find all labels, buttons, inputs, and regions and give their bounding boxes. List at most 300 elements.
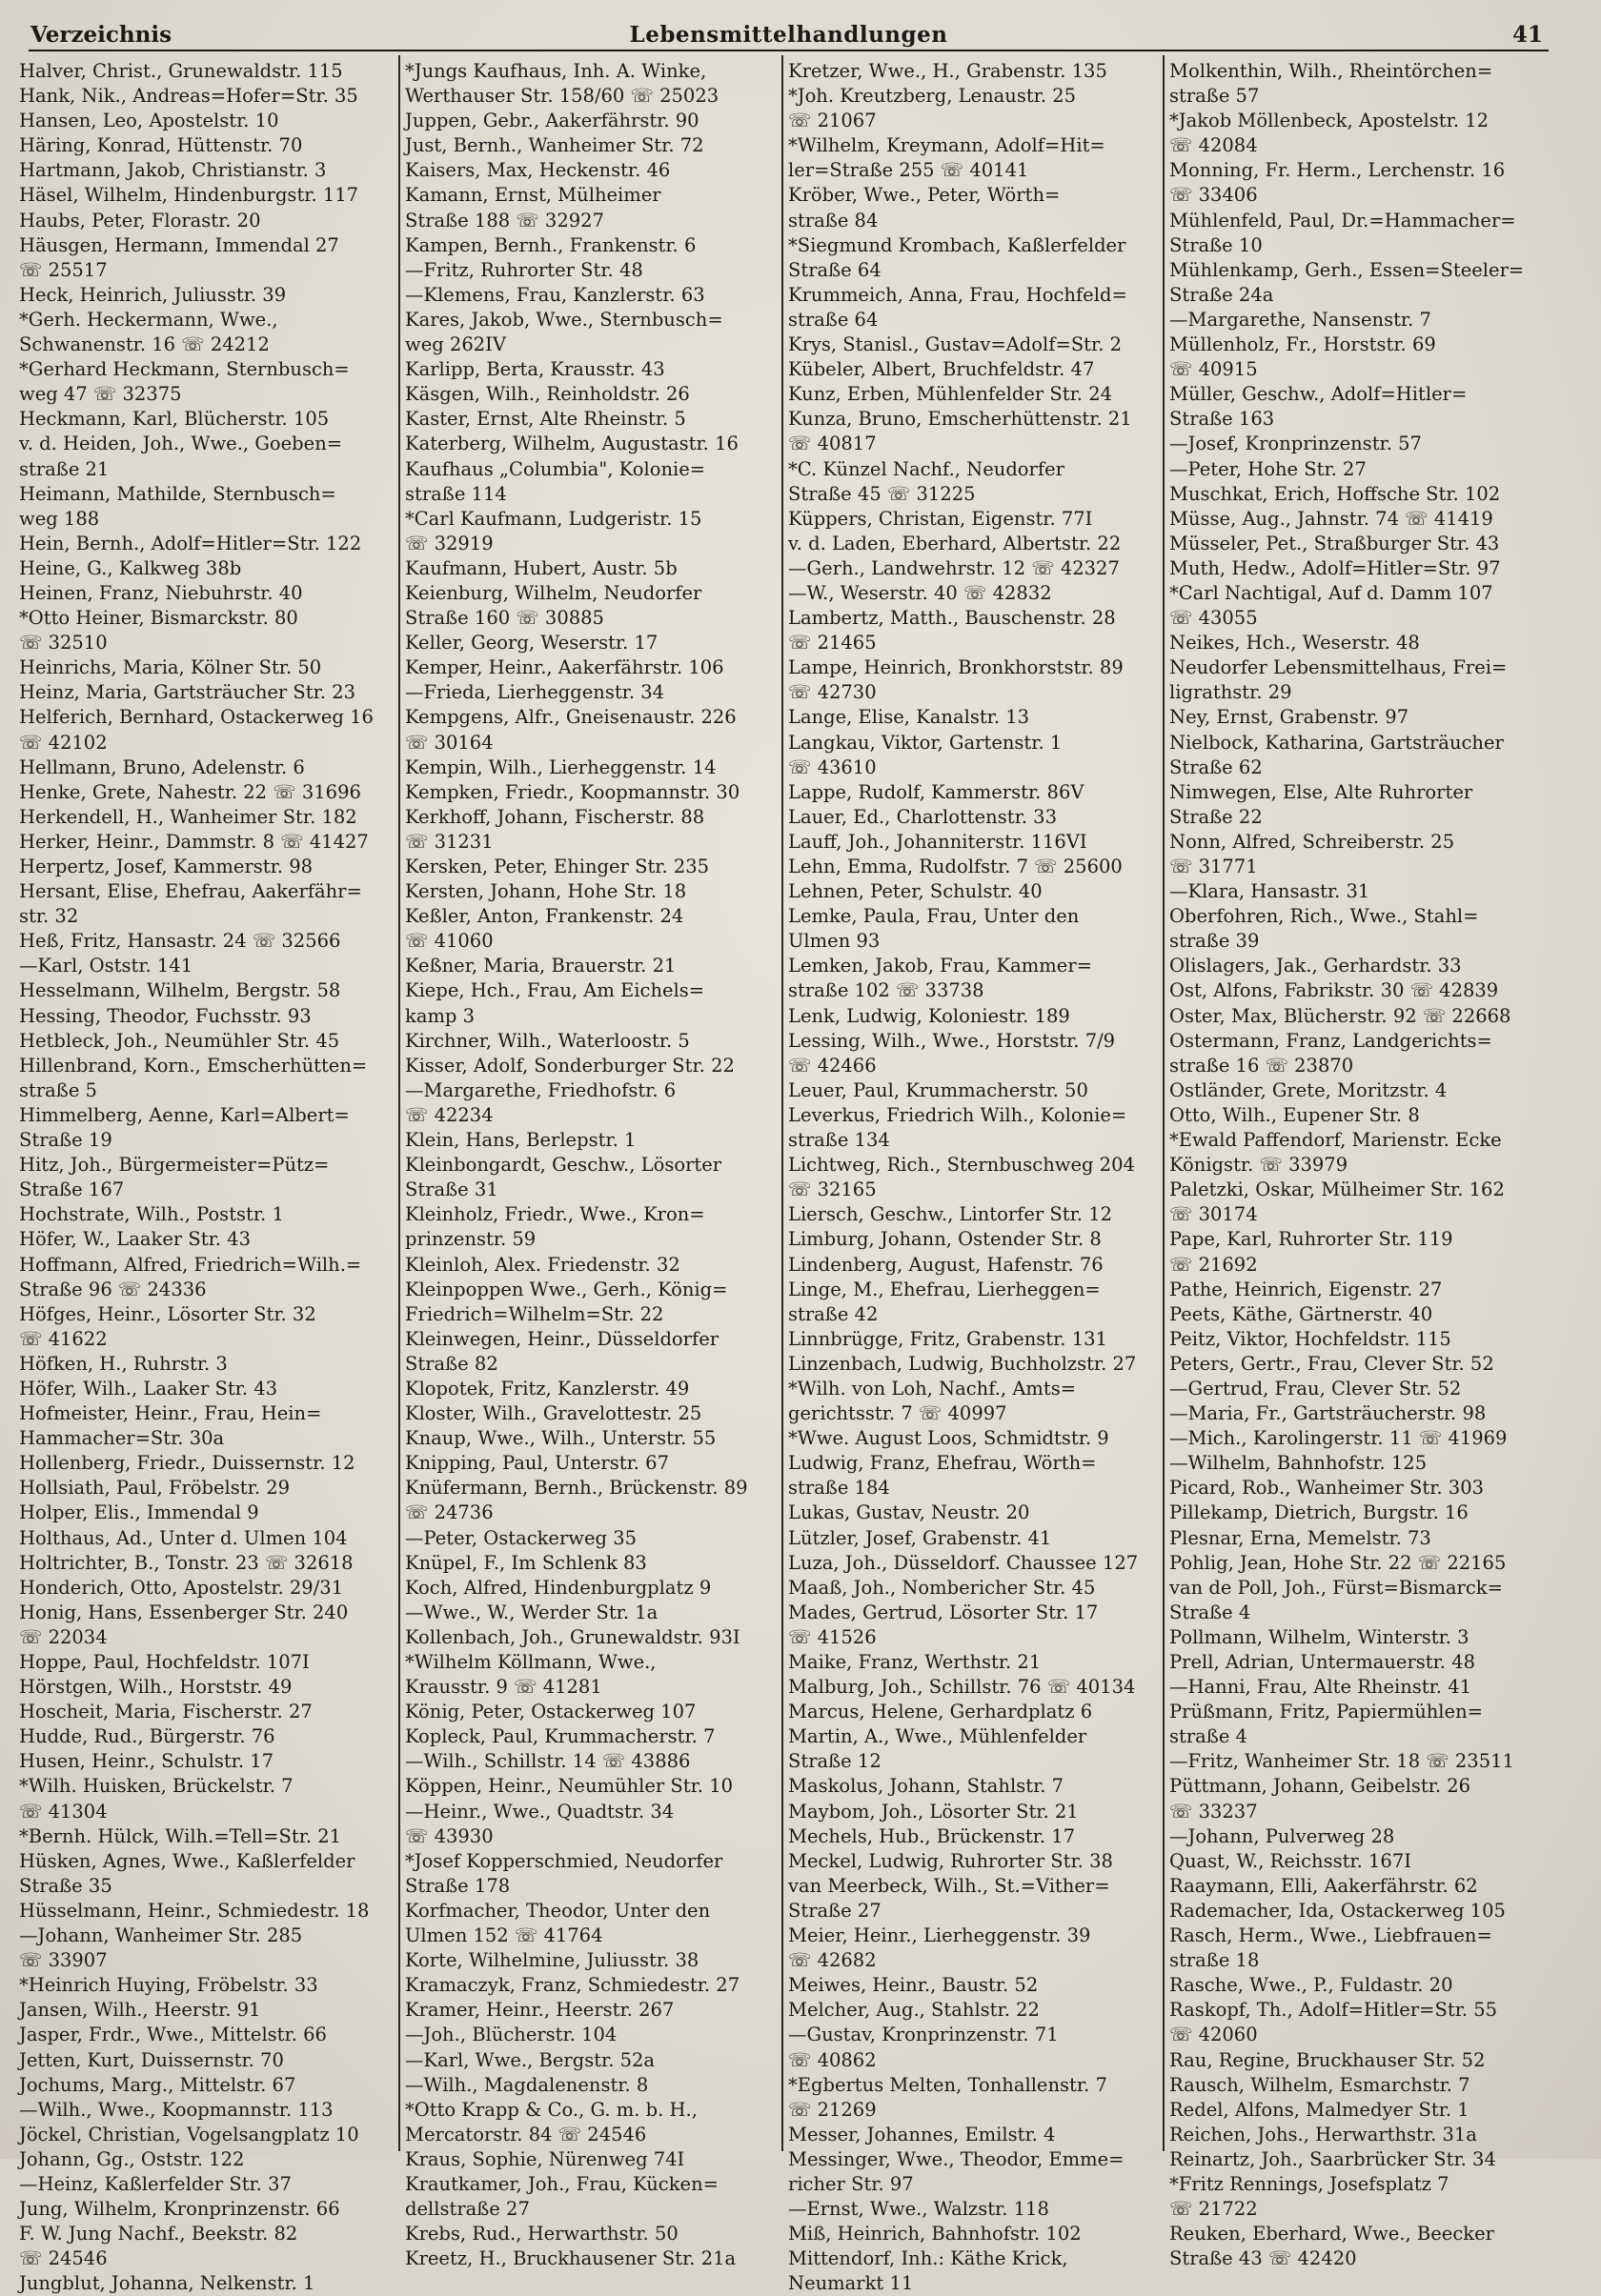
directory-entry-line: —W., Weserstr. 40 ☏ 42832 xyxy=(788,581,1052,604)
directory-entry-line: Johann, Gg., Oststr. 122 xyxy=(19,2147,245,2170)
directory-entry-line: *Egbertus Melten, Tonhallenstr. 7 xyxy=(788,2073,1107,2096)
directory-entry-line: —Mich., Karolingerstr. 11 ☏ 41969 xyxy=(1169,1427,1508,1450)
directory-entry-line: Korte, Wilhelmine, Juliusstr. 38 xyxy=(405,1949,699,1972)
directory-entry-line: Königstr. ☏ 33979 xyxy=(1169,1154,1348,1177)
directory-entry-line: ☏ 32510 xyxy=(19,632,108,655)
directory-entry-line: Peets, Käthe, Gärtnerstr. 40 xyxy=(1169,1302,1433,1325)
directory-entry-line: Himmelberg, Aenne, Karl=Albert= xyxy=(19,1103,350,1126)
directory-entry-line: —Gertrud, Frau, Clever Str. 52 xyxy=(1169,1377,1462,1400)
directory-entry-line: Herker, Heinr., Dammstr. 8 ☏ 41427 xyxy=(19,830,369,853)
directory-entry-line: ☏ 30174 xyxy=(1169,1203,1258,1226)
directory-entry-line: Straße 22 xyxy=(1169,805,1263,828)
directory-entry-line: ☏ 31771 xyxy=(1169,856,1258,877)
directory-entry-line: —Wilh., Schillstr. 14 ☏ 43886 xyxy=(405,1750,691,1773)
directory-entry-line: Heinrichs, Maria, Kölner Str. 50 xyxy=(19,656,322,679)
directory-entry-line: Helferich, Bernhard, Ostackerweg 16 xyxy=(19,706,374,729)
directory-entry-line: Martin, A., Wwe., Mühlenfelder xyxy=(788,1725,1087,1748)
directory-entry-line: Lemke, Paula, Frau, Unter den xyxy=(788,905,1080,928)
directory-entry-line: Lessing, Wilh., Wwe., Horststr. 7/9 xyxy=(788,1029,1116,1052)
directory-entry-line: Kleinloh, Alex. Friedenstr. 32 xyxy=(405,1253,680,1276)
directory-entry-line: ☏ 41304 xyxy=(19,1800,108,1823)
directory-entry-line: Karlipp, Berta, Krausstr. 43 xyxy=(405,358,665,381)
directory-entry-line: Meiwes, Heinr., Baustr. 52 xyxy=(788,1974,1039,1997)
directory-entry-line: Keienburg, Wilhelm, Neudorfer xyxy=(405,581,702,604)
directory-entry-line: Heimann, Mathilde, Sternbusch= xyxy=(19,482,336,505)
directory-entry-line: Jansen, Wilh., Heerstr. 91 xyxy=(19,1999,261,2022)
directory-entry-line: straße 184 xyxy=(788,1477,890,1500)
directory-entry-line: —Gustav, Kronprinzenstr. 71 xyxy=(788,2024,1059,2046)
directory-entry-line: Maike, Franz, Werthstr. 21 xyxy=(788,1651,1042,1673)
directory-entry-line: Kerkhoff, Johann, Fischerstr. 88 xyxy=(405,805,705,828)
directory-entry-line: Honig, Hans, Essenberger Str. 240 xyxy=(19,1601,349,1623)
directory-entry-line: Muschkat, Erich, Hoffsche Str. 102 xyxy=(1169,482,1501,505)
directory-entry-line: Meier, Heinr., Lierheggenstr. 39 xyxy=(788,1924,1091,1947)
directory-entry-line: Jetten, Kurt, Duissernstr. 70 xyxy=(19,2048,284,2071)
directory-entry-line: straße 57 xyxy=(1169,85,1260,108)
directory-entry-line: Lenk, Ludwig, Koloniestr. 189 xyxy=(788,1004,1070,1027)
directory-entry-line: Straße 35 xyxy=(19,1874,112,1897)
directory-entry-line: Straße 27 xyxy=(788,1899,882,1922)
directory-entry-line: Kempgens, Alfr., Gneisenaustr. 226 xyxy=(405,706,737,729)
directory-entry-line: Kunz, Erben, Mühlenfelder Str. 24 xyxy=(788,383,1113,406)
directory-entry-line: ☏ 33406 xyxy=(1169,184,1258,207)
directory-entry-line: Ulmen 152 ☏ 41764 xyxy=(405,1924,603,1947)
directory-entry-line: Mercatorstr. 84 ☏ 24546 xyxy=(405,2123,647,2145)
directory-entry-line: *Jakob Möllenbeck, Apostelstr. 12 xyxy=(1169,110,1490,132)
directory-entry-line: Pathe, Heinrich, Eigenstr. 27 xyxy=(1169,1278,1443,1300)
directory-entry-line: *Wwe. August Loos, Schmidtstr. 9 xyxy=(788,1427,1109,1450)
directory-entry-line: Kleinholz, Friedr., Wwe., Kron= xyxy=(405,1203,705,1226)
directory-entry-line: ☏ 42234 xyxy=(405,1103,494,1126)
directory-entry-line: —Karl, Oststr. 141 xyxy=(19,955,193,977)
directory-entry-line: *Joh. Kreutzberg, Lenaustr. 25 xyxy=(788,85,1077,108)
directory-entry-line: straße 64 xyxy=(788,308,879,331)
directory-entry-line: Knüfermann, Bernh., Brückenstr. 89 xyxy=(405,1477,748,1500)
directory-entry-line: —Gerh., Landwehrstr. 12 ☏ 42327 xyxy=(788,556,1120,579)
directory-entry-line: Hollsiath, Paul, Fröbelstr. 29 xyxy=(19,1477,291,1500)
directory-entry-line: —Peter, Hohe Str. 27 xyxy=(1169,457,1367,480)
directory-entry-line: Keller, Georg, Weserstr. 17 xyxy=(405,632,659,655)
directory-entry-line: straße 18 xyxy=(1169,1949,1260,1972)
directory-entry-line: Otto, Wilh., Eupener Str. 8 xyxy=(1169,1103,1420,1126)
directory-entry-line: Jöckel, Christian, Vogelsangplatz 10 xyxy=(19,2123,359,2145)
directory-entry-line: Prell, Adrian, Untermauerstr. 48 xyxy=(1169,1651,1476,1673)
directory-entry-line: Schwanenstr. 16 ☏ 24212 xyxy=(19,333,270,356)
directory-entry-line: —Karl, Wwe., Bergstr. 52a xyxy=(405,2048,656,2071)
directory-entry-line: Heß, Fritz, Hansastr. 24 ☏ 32566 xyxy=(19,930,341,953)
directory-entry-line: Ostermann, Franz, Landgerichts= xyxy=(1169,1029,1492,1052)
directory-entry-line: Messer, Johannes, Emilstr. 4 xyxy=(788,2123,1056,2145)
directory-entry-line: Meckel, Ludwig, Ruhrorter Str. 38 xyxy=(788,1849,1113,1872)
directory-entry-line: Lappe, Rudolf, Kammerstr. 86V xyxy=(788,780,1084,803)
directory-entry-line: Krautkamer, Joh., Frau, Kücken= xyxy=(405,2172,719,2195)
directory-entry-line: Lützler, Josef, Grabenstr. 41 xyxy=(788,1526,1052,1549)
directory-entry-line: straße 102 ☏ 33738 xyxy=(788,979,984,1002)
directory-entry-line: Jungblut, Johanna, Nelkenstr. 1 xyxy=(19,2272,315,2295)
directory-entry-line: —Fritz, Ruhrorter Str. 48 xyxy=(405,258,643,281)
directory-entry-line: Kaster, Ernst, Alte Rheinstr. 5 xyxy=(405,408,686,431)
directory-entry-line: Krummeich, Anna, Frau, Hochfeld= xyxy=(788,283,1127,306)
directory-entry-line: Keßler, Anton, Frankenstr. 24 xyxy=(405,905,684,928)
directory-entry-line: *Otto Krapp & Co., G. m. b. H., xyxy=(405,2098,698,2121)
directory-entry-line: ☏ 40915 xyxy=(1169,358,1258,381)
directory-entry-line: Müsse, Aug., Jahnstr. 74 ☏ 41419 xyxy=(1169,507,1493,530)
directory-entry-line: Rasche, Wwe., P., Fuldastr. 20 xyxy=(1169,1974,1453,1997)
directory-entry-line: Ost, Alfons, Fabrikstr. 30 ☏ 42839 xyxy=(1169,979,1499,1002)
directory-entry-line: straße 21 xyxy=(19,457,110,480)
directory-entry-line: Neudorfer Lebensmittelhaus, Frei= xyxy=(1169,656,1508,679)
directory-entry-line: Keßner, Maria, Brauerstr. 21 xyxy=(405,955,677,977)
directory-entry-line: König, Peter, Ostackerweg 107 xyxy=(405,1701,697,1723)
directory-entry-line: Kisser, Adolf, Sonderburger Str. 22 xyxy=(405,1054,735,1077)
directory-entry-line: ☏ 22034 xyxy=(19,1625,108,1648)
directory-entry-line: van Meerbeck, Wilh., St.=Vither= xyxy=(788,1874,1110,1897)
directory-entry-line: Hudde, Rud., Bürgerstr. 76 xyxy=(19,1725,275,1748)
directory-entry-line: Miß, Heinrich, Bahnhofstr. 102 xyxy=(788,2223,1082,2246)
directory-entry-line: Kiepe, Hch., Frau, Am Eichels= xyxy=(405,979,705,1002)
directory-entry-line: Rau, Regine, Bruckhauser Str. 52 xyxy=(1169,2048,1486,2071)
directory-entry-line: Kramer, Heinr., Heerstr. 267 xyxy=(405,1999,675,2022)
directory-entry-line: —Fritz, Wanheimer Str. 18 ☏ 23511 xyxy=(1169,1750,1514,1773)
directory-entry-line: ☏ 32919 xyxy=(405,532,494,554)
directory-entry-line: *Fritz Rennings, Josefsplatz 7 xyxy=(1169,2172,1449,2195)
column-divider xyxy=(781,55,783,2151)
directory-entry-line: Lukas, Gustav, Neustr. 20 xyxy=(788,1501,1030,1524)
directory-entry-line: Höfges, Heinr., Lösorter Str. 32 xyxy=(19,1302,316,1325)
directory-entry-line: Herpertz, Josef, Kammerstr. 98 xyxy=(19,856,314,877)
directory-entry-line: Monning, Fr. Herm., Lerchenstr. 16 xyxy=(1169,159,1506,182)
directory-entry-line: Kretzer, Wwe., H., Grabenstr. 135 xyxy=(788,60,1107,82)
directory-entry-line: Krausstr. 9 ☏ 41281 xyxy=(405,1676,602,1699)
directory-entry-line: Paletzki, Oskar, Mülheimer Str. 162 xyxy=(1169,1178,1505,1201)
directory-entry-line: Nimwegen, Else, Alte Ruhrorter xyxy=(1169,780,1473,803)
directory-entry-line: Malburg, Joh., Schillstr. 76 ☏ 40134 xyxy=(788,1676,1136,1699)
directory-entry-line: Hammacher=Str. 30a xyxy=(19,1427,225,1450)
directory-entry-line: —Margarethe, Friedhofstr. 6 xyxy=(405,1078,677,1101)
directory-entry-line: Friedrich=Wilhelm=Str. 22 xyxy=(405,1302,664,1325)
directory-entry-line: ☏ 43055 xyxy=(1169,607,1258,630)
directory-entry-line: Herkendell, H., Wanheimer Str. 182 xyxy=(19,805,357,828)
directory-entry-line: Maybom, Joh., Lösorter Str. 21 xyxy=(788,1800,1079,1823)
directory-entry-line: Straße 45 ☏ 31225 xyxy=(788,482,976,505)
section-label: Verzeichnis xyxy=(30,22,172,48)
directory-entry-line: Muth, Hedw., Adolf=Hitler=Str. 97 xyxy=(1169,556,1501,579)
directory-entry-line: Korfmacher, Theodor, Unter den xyxy=(405,1899,711,1922)
directory-entry-line: weg 188 xyxy=(19,507,100,530)
directory-entry-line: Melcher, Aug., Stahlstr. 22 xyxy=(788,1999,1040,2022)
directory-entry-line: Ludwig, Franz, Ehefrau, Wörth= xyxy=(788,1452,1097,1475)
directory-entry-line: —Klara, Hansastr. 31 xyxy=(1169,880,1370,903)
directory-entry-line: Kübeler, Albert, Bruchfeldstr. 47 xyxy=(788,358,1095,381)
directory-entry-line: Häusgen, Hermann, Immendal 27 xyxy=(19,233,339,256)
directory-entry-line: Nonn, Alfred, Schreiberstr. 25 xyxy=(1169,830,1455,853)
directory-entry-line: *Gerhard Heckmann, Sternbusch= xyxy=(19,358,350,381)
directory-entry-line: Holthaus, Ad., Unter d. Ulmen 104 xyxy=(19,1526,348,1549)
directory-entry-line: Käsgen, Wilh., Reinholdstr. 26 xyxy=(405,383,690,406)
directory-entry-line: ☏ 41060 xyxy=(405,930,494,953)
directory-entry-line: ☏ 42102 xyxy=(19,731,108,754)
directory-entry-line: Katerberg, Wilhelm, Augustastr. 16 xyxy=(405,433,739,455)
directory-entry-line: Heine, G., Kalkweg 38b xyxy=(19,556,242,579)
directory-entry-line: Straße 188 ☏ 32927 xyxy=(405,209,604,232)
directory-entry-line: ☏ 33907 xyxy=(19,1949,108,1972)
directory-entry-line: Häsel, Wilhelm, Hindenburgstr. 117 xyxy=(19,184,359,207)
directory-entry-line: Jung, Wilhelm, Kronprinzenstr. 66 xyxy=(19,2198,340,2221)
directory-entry-line: Luza, Joh., Düsseldorf. Chaussee 127 xyxy=(788,1551,1139,1574)
directory-entry-line: ☏ 43930 xyxy=(405,1824,494,1847)
directory-entry-line: Höfer, Wilh., Laaker Str. 43 xyxy=(19,1377,278,1400)
directory-entry-line: *Josef Kopperschmied, Neudorfer xyxy=(405,1849,723,1872)
directory-entry-line: Quast, W., Reichsstr. 167I xyxy=(1169,1849,1411,1872)
directory-entry-line: Leuer, Paul, Krummacherstr. 50 xyxy=(788,1078,1088,1101)
directory-entry-line: ☏ 25517 xyxy=(19,258,108,281)
directory-entry-line: gerichtsstr. 7 ☏ 40997 xyxy=(788,1402,1007,1425)
directory-entry-line: ☏ 42060 xyxy=(1169,2024,1258,2046)
directory-entry-line: Juppen, Gebr., Aakerfährstr. 90 xyxy=(405,110,699,132)
directory-entry-line: Heck, Heinrich, Juliusstr. 39 xyxy=(19,283,287,306)
directory-entry-line: kamp 3 xyxy=(405,1004,476,1027)
directory-entry-line: Maaß, Joh., Nombericher Str. 45 xyxy=(788,1576,1096,1599)
directory-entry-line: Lindenberg, August, Hafenstr. 76 xyxy=(788,1253,1104,1276)
directory-entry-line: Hein, Bernh., Adolf=Hitler=Str. 122 xyxy=(19,532,362,554)
directory-entry-line: *Jungs Kaufhaus, Inh. A. Winke, xyxy=(405,60,707,82)
directory-entry-line: van de Poll, Joh., Fürst=Bismarck= xyxy=(1169,1576,1503,1599)
directory-entry-line: Krebs, Rud., Herwarthstr. 50 xyxy=(405,2223,679,2246)
directory-entry-line: Holper, Elis., Immendal 9 xyxy=(19,1501,259,1524)
directory-entry-line: Heckmann, Karl, Blücherstr. 105 xyxy=(19,408,330,431)
directory-entry-line: ☏ 33237 xyxy=(1169,1800,1258,1823)
directory-entry-line: Knüpel, F., Im Schlenk 83 xyxy=(405,1551,647,1574)
directory-entry-line: Kempin, Wilh., Lierheggenstr. 14 xyxy=(405,755,717,778)
directory-entry-line: ☏ 24736 xyxy=(405,1501,494,1524)
directory-entry-line: Lehnen, Peter, Schulstr. 40 xyxy=(788,880,1043,903)
directory-entry-line: Maskolus, Johann, Stahlstr. 7 xyxy=(788,1775,1064,1798)
directory-entry-line: ☏ 42084 xyxy=(1169,134,1258,157)
directory-entry-line: Hartmann, Jakob, Christianstr. 3 xyxy=(19,159,327,182)
directory-entry-line: prinzenstr. 59 xyxy=(405,1228,537,1251)
directory-entry-line: Reuken, Eberhard, Wwe., Beecker xyxy=(1169,2223,1494,2246)
directory-entry-line: Kaufmann, Hubert, Austr. 5b xyxy=(405,556,678,579)
directory-entry-line: Mittendorf, Inh.: Käthe Krick, xyxy=(788,2247,1068,2270)
directory-entry-line: Picard, Rob., Wanheimer Str. 303 xyxy=(1169,1477,1485,1500)
directory-entry-line: —Wilh., Magdalenenstr. 8 xyxy=(405,2073,649,2096)
directory-entry-line: straße 42 xyxy=(788,1302,879,1325)
directory-entry-line: Hessing, Theodor, Fuchsstr. 93 xyxy=(19,1004,312,1027)
directory-entry-line: —Josef, Kronprinzenstr. 57 xyxy=(1169,433,1422,455)
directory-entry-line: Mechels, Hub., Brückenstr. 17 xyxy=(788,1824,1076,1847)
directory-entry-line: Lemken, Jakob, Frau, Kammer= xyxy=(788,955,1092,977)
directory-entry-line: Häring, Konrad, Hüttenstr. 70 xyxy=(19,134,303,157)
directory-entry-line: *Wilh. von Loh, Nachf., Amts= xyxy=(788,1377,1077,1400)
directory-entry-line: Knaup, Wwe., Wilh., Unterstr. 55 xyxy=(405,1427,717,1450)
directory-entry-line: —Johann, Pulverweg 28 xyxy=(1169,1824,1395,1847)
directory-entry-line: Hoscheit, Maria, Fischerstr. 27 xyxy=(19,1701,313,1723)
directory-entry-line: Oberfohren, Rich., Wwe., Stahl= xyxy=(1169,905,1479,928)
directory-entry-line: Just, Bernh., Wanheimer Str. 72 xyxy=(405,134,704,157)
directory-entry-line: weg 47 ☏ 32375 xyxy=(19,383,182,406)
directory-entry-line: Ulmen 93 xyxy=(788,930,881,953)
directory-entry-line: Ney, Ernst, Grabenstr. 97 xyxy=(1169,706,1409,729)
directory-entry-line: *Siegmund Krombach, Kaßlerfelder xyxy=(788,233,1126,256)
directory-entry-line: —Wilhelm, Bahnhofstr. 125 xyxy=(1169,1452,1428,1475)
directory-entry-line: Müllenholz, Fr., Horststr. 69 xyxy=(1169,333,1436,356)
directory-entry-line: Straße 12 xyxy=(788,1750,882,1773)
directory-entry-line: Rasch, Herm., Wwe., Liebfrauen= xyxy=(1169,1924,1492,1947)
directory-entry-line: Kirchner, Wilh., Waterloostr. 5 xyxy=(405,1029,690,1052)
directory-entry-line: Koch, Alfred, Hindenburgplatz 9 xyxy=(405,1576,712,1599)
directory-entry-line: Krys, Stanisl., Gustav=Adolf=Str. 2 xyxy=(788,333,1123,356)
directory-entry-line: Lauer, Ed., Charlottenstr. 33 xyxy=(788,805,1057,828)
directory-entry-line: Plesnar, Erna, Memelstr. 73 xyxy=(1169,1526,1431,1549)
directory-entry-line: Kampen, Bernh., Frankenstr. 6 xyxy=(405,233,697,256)
directory-entry-line: dellstraße 27 xyxy=(405,2198,530,2221)
directory-entry-line: Linzenbach, Ludwig, Buchholzstr. 27 xyxy=(788,1352,1137,1375)
directory-entry-line: Werthauser Str. 158/60 ☏ 25023 xyxy=(405,85,719,108)
directory-entry-line: Linge, M., Ehefrau, Lierheggen= xyxy=(788,1278,1101,1300)
column-4 xyxy=(1169,59,1546,2271)
directory-entry-line: Hank, Nik., Andreas=Hofer=Str. 35 xyxy=(19,85,358,108)
directory-entry-line: Jochums, Marg., Mittelstr. 67 xyxy=(19,2073,296,2096)
directory-entry-line: Lange, Elise, Kanalstr. 13 xyxy=(788,706,1030,729)
directory-entry-line: v. d. Laden, Eberhard, Albertstr. 22 xyxy=(788,532,1122,554)
directory-entry-line: straße 84 xyxy=(788,209,879,232)
column-3 xyxy=(788,59,1165,2296)
directory-entry-line: straße 114 xyxy=(405,482,507,505)
directory-entry-line: Straße 178 xyxy=(405,1874,511,1897)
directory-entry-line: ☏ 40817 xyxy=(788,433,877,455)
directory-entry-line: Reichen, Johs., Herwarthstr. 31a xyxy=(1169,2123,1477,2145)
directory-entry-line: Kleinwegen, Heinr., Düsseldorfer xyxy=(405,1327,719,1350)
directory-entry-line: Kemper, Heinr., Aakerfährstr. 106 xyxy=(405,656,724,679)
directory-entry-line: Kreetz, H., Bruckhausener Str. 21a xyxy=(405,2247,737,2270)
directory-entry-line: Nielbock, Katharina, Gartsträucher xyxy=(1169,731,1504,754)
directory-entry-line: Hellmann, Bruno, Adelenstr. 6 xyxy=(19,755,305,778)
directory-entry-line: *Wilhelm Köllmann, Wwe., xyxy=(405,1651,657,1673)
directory-entry-line: straße 134 xyxy=(788,1129,890,1152)
directory-entry-line: Langkau, Viktor, Gartenstr. 1 xyxy=(788,731,1063,754)
directory-entry-line: *Carl Nachtigal, Auf d. Damm 107 xyxy=(1169,581,1493,604)
directory-entry-line: Reinartz, Joh., Saarbrücker Str. 34 xyxy=(1169,2147,1496,2170)
directory-entry-line: Peters, Gertr., Frau, Clever Str. 52 xyxy=(1169,1352,1494,1375)
directory-entry-line: Heinz, Maria, Gartsträucher Str. 23 xyxy=(19,681,356,704)
directory-entry-line: Straße 163 xyxy=(1169,408,1275,431)
directory-entry-line: ☏ 21722 xyxy=(1169,2198,1258,2221)
directory-entry-line: —Ernst, Wwe., Walzstr. 118 xyxy=(788,2198,1049,2221)
directory-entry-line: Pape, Karl, Ruhrorter Str. 119 xyxy=(1169,1228,1453,1251)
directory-entry-line: Haubs, Peter, Florastr. 20 xyxy=(19,209,261,232)
directory-entry-line: Molkenthin, Wilh., Rheintörchen= xyxy=(1169,60,1493,82)
directory-entry-line: Lehn, Emma, Rudolfstr. 7 ☏ 25600 xyxy=(788,856,1123,877)
directory-entry-line: ☏ 40862 xyxy=(788,2048,877,2071)
directory-entry-line: F. W. Jung Nachf., Beekstr. 82 xyxy=(19,2223,298,2246)
directory-entry-line: Lichtweg, Rich., Sternbuschweg 204 xyxy=(788,1154,1135,1177)
directory-entry-line: —Hanni, Frau, Alte Rheinstr. 41 xyxy=(1169,1676,1472,1699)
directory-entry-line: —Wwe., W., Werder Str. 1a xyxy=(405,1601,659,1623)
directory-entry-line: Knipping, Paul, Unterstr. 67 xyxy=(405,1452,669,1475)
directory-entry-line: —Joh., Blücherstr. 104 xyxy=(405,2024,618,2046)
column-divider xyxy=(398,55,400,2151)
directory-entry-line: Hoffmann, Alfred, Friedrich=Wilh.= xyxy=(19,1253,362,1276)
directory-entry-line: Straße 62 xyxy=(1169,755,1263,778)
directory-entry-line: *Otto Heiner, Bismarckstr. 80 xyxy=(19,607,298,630)
directory-entry-line: ☏ 24546 xyxy=(19,2247,108,2270)
directory-entry-line: ☏ 30164 xyxy=(405,731,494,754)
directory-entry-line: Husen, Heinr., Schulstr. 17 xyxy=(19,1750,274,1773)
directory-entry-line: Kollenbach, Joh., Grunewaldstr. 93I xyxy=(405,1625,740,1648)
directory-entry-line: ☏ 32165 xyxy=(788,1178,877,1201)
directory-entry-line: Pohlig, Jean, Hohe Str. 22 ☏ 22165 xyxy=(1169,1551,1507,1574)
directory-entry-line: ☏ 31231 xyxy=(405,830,494,853)
directory-entry-line: Lampe, Heinrich, Bronkhorststr. 89 xyxy=(788,656,1124,679)
directory-entry-line: Müsseler, Pet., Straßburger Str. 43 xyxy=(1169,532,1500,554)
directory-entry-line: ☏ 21692 xyxy=(1169,1253,1258,1276)
directory-entry-line: Kramaczyk, Franz, Schmiedestr. 27 xyxy=(405,1974,740,1997)
directory-entry-line: Hollenberg, Friedr., Duissernstr. 12 xyxy=(19,1452,355,1475)
directory-entry-line: Straße 43 ☏ 42420 xyxy=(1169,2247,1357,2270)
directory-entry-line: Honderich, Otto, Apostelstr. 29/31 xyxy=(19,1576,344,1599)
directory-entry-line: Straße 31 xyxy=(405,1178,498,1201)
directory-entry-line: Hersant, Elise, Ehefrau, Aakerfähr= xyxy=(19,880,362,903)
directory-entry-line: Pollmann, Wilhelm, Winterstr. 3 xyxy=(1169,1625,1469,1648)
directory-entry-line: Rademacher, Ida, Ostackerweg 105 xyxy=(1169,1899,1506,1922)
directory-entry-line: ☏ 43610 xyxy=(788,755,877,778)
directory-entry-line: Oster, Max, Blücherstr. 92 ☏ 22668 xyxy=(1169,1004,1511,1027)
directory-entry-line: Linnbrügge, Fritz, Grabenstr. 131 xyxy=(788,1327,1107,1350)
directory-entry-line: weg 262IV xyxy=(405,333,506,356)
directory-entry-line: Müller, Geschw., Adolf=Hitler= xyxy=(1169,383,1468,406)
directory-entry-line: Hoppe, Paul, Hochfeldstr. 107I xyxy=(19,1651,310,1673)
directory-entry-line: Kaisers, Max, Heckenstr. 46 xyxy=(405,159,671,182)
directory-entry-line: Henke, Grete, Nahestr. 22 ☏ 31696 xyxy=(19,780,361,803)
directory-entry-line: *Bernh. Hülck, Wilh.=Tell=Str. 21 xyxy=(19,1824,342,1847)
directory-entry-line: Kaufhaus „Columbia", Kolonie= xyxy=(405,457,706,480)
directory-entry-line: Heinen, Franz, Niebuhrstr. 40 xyxy=(19,581,303,604)
directory-entry-line: *Gerh. Heckermann, Wwe., xyxy=(19,308,278,331)
directory-entry-line: Kersten, Johann, Hohe Str. 18 xyxy=(405,880,687,903)
directory-entry-line: Marcus, Helene, Gerhardplatz 6 xyxy=(788,1701,1093,1723)
directory-entry-line: Höfer, W., Laaker Str. 43 xyxy=(19,1228,251,1251)
directory-entry-line: Rausch, Wilhelm, Esmarchstr. 7 xyxy=(1169,2073,1470,2096)
directory-entry-line: Hetbleck, Joh., Neumühler Str. 45 xyxy=(19,1029,340,1052)
directory-entry-line: Jasper, Frdr., Wwe., Mittelstr. 66 xyxy=(19,2024,327,2046)
directory-entry-line: Liersch, Geschw., Lintorfer Str. 12 xyxy=(788,1203,1113,1226)
directory-entry-line: Hofmeister, Heinr., Frau, Hein= xyxy=(19,1402,322,1425)
directory-entry-line: Pillekamp, Dietrich, Burgstr. 16 xyxy=(1169,1501,1469,1524)
directory-entry-line: Kröber, Wwe., Peter, Wörth= xyxy=(788,184,1061,207)
directory-entry-line: str. 32 xyxy=(19,905,79,928)
directory-entry-line: *Heinrich Huying, Fröbelstr. 33 xyxy=(19,1974,318,1997)
directory-entry-line: ☏ 41622 xyxy=(19,1327,108,1350)
directory-entry-line: Klopotek, Fritz, Kanzlerstr. 49 xyxy=(405,1377,690,1400)
directory-entry-line: —Heinr., Wwe., Quadtstr. 34 xyxy=(405,1800,675,1823)
directory-entry-line: Höfken, H., Ruhrstr. 3 xyxy=(19,1352,228,1375)
directory-entry-line: Raaymann, Elli, Aakerfährstr. 62 xyxy=(1169,1874,1478,1897)
directory-entry-line: straße 5 xyxy=(19,1078,97,1101)
directory-entry-line: Hillenbrand, Korn., Emscherhütten= xyxy=(19,1054,368,1077)
directory-entry-line: Püttmann, Johann, Geibelstr. 26 xyxy=(1169,1775,1471,1798)
directory-entry-line: Straße 82 xyxy=(405,1352,498,1375)
directory-entry-line: Mühlenfeld, Paul, Dr.=Hammacher= xyxy=(1169,209,1516,232)
directory-entry-line: Kopleck, Paul, Krummacherstr. 7 xyxy=(405,1725,716,1748)
directory-entry-line: Holtrichter, B., Tonstr. 23 ☏ 32618 xyxy=(19,1551,354,1574)
page-header xyxy=(29,21,1549,51)
directory-entry-line: Kleinpoppen Wwe., Gerh., König= xyxy=(405,1278,728,1300)
directory-entry-line: Küppers, Christan, Eigenstr. 77I xyxy=(788,507,1093,530)
page-number: 41 xyxy=(1511,22,1543,48)
column-2 xyxy=(405,59,781,2271)
directory-entry-line: Straße 10 xyxy=(1169,233,1263,256)
directory-entry-line: Kunza, Bruno, Emscherhüttenstr. 21 xyxy=(788,408,1132,431)
